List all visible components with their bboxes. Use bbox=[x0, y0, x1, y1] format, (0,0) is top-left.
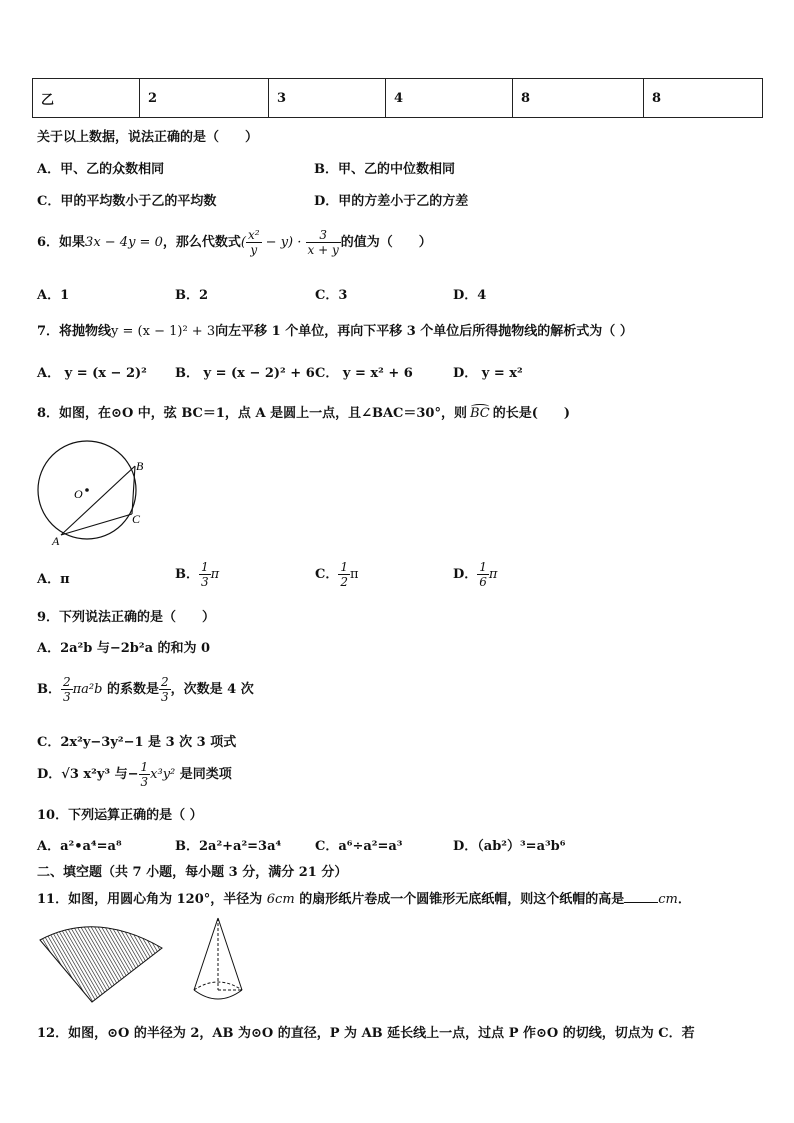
table-cell: 8 bbox=[644, 79, 763, 118]
q10-option-c: C．a⁶÷a²=a³ bbox=[315, 839, 403, 854]
answer-blank[interactable] bbox=[624, 902, 658, 903]
q7-option-b: B． y = (x − 2)² + 6 bbox=[175, 366, 315, 381]
q7-suffix: 向左平移 1 个单位，再向下平移 3 个单位后所得抛物线的解析式为（ ） bbox=[215, 324, 633, 339]
q8-arc-bc: BC bbox=[469, 406, 490, 421]
center-point bbox=[85, 488, 89, 492]
table-cell: 4 bbox=[386, 79, 513, 118]
q6-mid: ，那么代数式 bbox=[162, 235, 241, 250]
label-c: C bbox=[132, 512, 141, 526]
q10-option-a: A．a²•a⁴=a⁸ bbox=[37, 839, 122, 854]
label-o: O bbox=[74, 487, 83, 501]
q7-option-c: C． y = x² + 6 bbox=[315, 366, 413, 381]
q5-stem: 关于以上数据，说法正确的是（ ） bbox=[37, 130, 259, 145]
q10-option-d: D．（ab²）³=a³b⁶ bbox=[453, 839, 566, 854]
q11-cone-figure bbox=[190, 914, 252, 1006]
sector-shape bbox=[40, 927, 162, 1002]
q12-stem: 12．如图，⊙O 的半径为 2，AB 为⊙O 的直径，P 为 AB 延长线上一点，过点 P 作⊙O 的切线，切点为 C．若 bbox=[37, 1026, 695, 1041]
q7-expression: y = (x − 1)² + 3 bbox=[111, 324, 216, 339]
q8-stem-text: 8．如图，在⊙O 中，弦 BC＝1，点 A 是圆上一点，且∠BAC＝30°，则 bbox=[37, 406, 467, 421]
q6-suffix: 的值为（ ） bbox=[340, 235, 432, 250]
q11-sector-figure bbox=[36, 916, 166, 1006]
q9-option-d: D．√3 x²y³ 与− $\frac{1}{3}$ x³y² 是同类项 bbox=[37, 760, 232, 789]
q9-option-c: C．2x²y−3y²−1 是 3 次 3 项式 bbox=[37, 735, 237, 750]
table-row bbox=[33, 79, 763, 118]
table-cell: 乙 bbox=[33, 79, 140, 118]
section-heading: 二、填空题（共 7 小题，每小题 3 分，满分 21 分） bbox=[37, 865, 348, 880]
q8-option-c: C． $\frac{1}{2}$ π bbox=[315, 560, 359, 589]
q8-stem-end: 的长是( ) bbox=[492, 406, 571, 421]
label-a: A bbox=[52, 534, 60, 548]
data-table bbox=[32, 78, 763, 118]
q6-minus-y: − y) bbox=[261, 235, 294, 250]
q6-prefix: 6．如果 bbox=[37, 235, 86, 250]
table-cell: 3 bbox=[269, 79, 386, 118]
q8-option-d: D． $\frac{1}{6}$ π bbox=[453, 560, 498, 589]
q6-option-d: D．4 bbox=[453, 288, 487, 303]
q8-circle-figure bbox=[36, 432, 152, 548]
q10-option-b: B．2a²+a²=3a⁴ bbox=[175, 839, 282, 854]
q6-fraction-1: $\frac{\text{x²}}{y}$ bbox=[247, 228, 260, 257]
q8-stem bbox=[37, 402, 570, 421]
q7-stem bbox=[37, 320, 633, 339]
q9-stem: 9．下列说法正确的是（ ） bbox=[37, 610, 216, 625]
q6-stem: 6．如果3x − 4y = 0，那么代数式( $\frac{\text{x²}}{y}$ − y) · $\frac{3}{x + y}$ 的值为（ ） bbox=[37, 228, 432, 257]
q9-option-a: A．2a²b 与−2b²a 的和为 0 bbox=[37, 641, 211, 656]
q6-option-a: A．1 bbox=[37, 288, 70, 303]
q10-stem: 10．下列运算正确的是（ ） bbox=[37, 808, 203, 823]
label-b: B bbox=[136, 459, 144, 473]
table-cell: 2 bbox=[140, 79, 269, 118]
cone-side-left bbox=[194, 918, 218, 990]
q5-option-a: A．甲、乙的众数相同 bbox=[37, 162, 165, 177]
table-cell: 8 bbox=[513, 79, 644, 118]
q5-option-c: C．甲的平均数小于乙的平均数 bbox=[37, 194, 217, 209]
q8-option-b: B． $\frac{1}{3}$ π bbox=[175, 560, 220, 589]
chord-ab bbox=[61, 466, 135, 535]
q6-fraction-2: $\frac{3}{x + y}$ bbox=[307, 228, 339, 257]
q5-option-b: B．甲、乙的中位数相同 bbox=[314, 162, 455, 177]
cone-side-right bbox=[218, 918, 242, 990]
q7-option-d: D． y = x² bbox=[453, 366, 523, 381]
q6-option-b: B．2 bbox=[175, 288, 209, 303]
cone-base-front bbox=[194, 990, 242, 999]
q6-condition: 3x − 4y = 0 bbox=[85, 235, 163, 250]
q8-option-a: A．π bbox=[37, 572, 70, 587]
q7-option-a: A． y = (x − 2)² bbox=[37, 366, 147, 381]
q5-option-d: D．甲的方差小于乙的方差 bbox=[314, 194, 469, 209]
q6-option-c: C．3 bbox=[315, 288, 348, 303]
q11-stem: 11．如图，用圆心角为 120°，半径为 6cm 的扇形纸片卷成一个圆锥形无底纸帽，则这个纸帽的高是 cm． bbox=[37, 892, 691, 907]
q7-prefix: 7．将抛物线 bbox=[37, 324, 112, 339]
arc-symbol-icon bbox=[471, 404, 489, 409]
q9-option-b: B． $\frac{2}{3}$ πa²b 的系数是 $\frac{2}{3}$ ，次数是 4 次 bbox=[37, 675, 254, 704]
